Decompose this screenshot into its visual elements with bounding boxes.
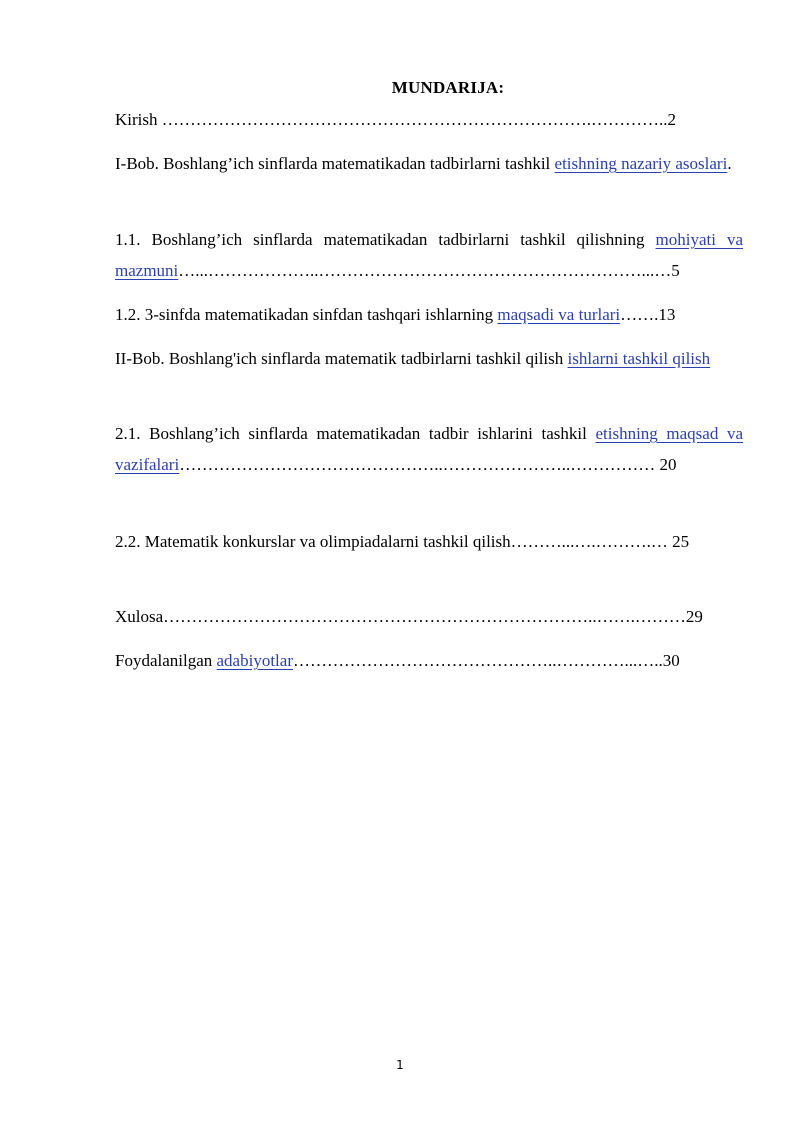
toc-entry-text: II-Bob. Boshlang'ich sinflarda matematik tadbirlarni tashkil qilish (115, 349, 568, 368)
toc-entry-link[interactable]: mohiyati va mazmuni (115, 230, 744, 280)
toc-entry-text: Kirish ………………………………………………………………….…………..2 (115, 110, 676, 129)
toc-entry-section-2-1 (115, 418, 743, 480)
toc-entry-link[interactable]: maqsadi va turlari (497, 305, 621, 324)
toc-entry-section-2-2 (115, 526, 743, 557)
toc-entry-chapter-1 (115, 148, 743, 179)
toc-entry-references (115, 645, 743, 676)
toc-entry-suffix: ………………………………………..…………………..…………… 20 (179, 455, 677, 474)
toc-entry-text: 2.1. Boshlang’ich sinflarda matematikadan tadbir ishlarini tashkil (115, 424, 596, 443)
toc-entry-section-1-2 (115, 299, 743, 330)
toc-entry-kirish (115, 104, 743, 135)
toc-entry-text: 1.2. 3-sinfda matematikadan sinfdan tashqari ishlarning (115, 305, 498, 324)
toc-entry-suffix: ………………………………………..…………...…..30 (292, 651, 680, 670)
toc-entry-link[interactable]: etishning nazariy asoslari (554, 154, 728, 173)
toc-entry-suffix: . (727, 154, 732, 173)
toc-entry-xulosa (115, 601, 743, 632)
toc-entry-chapter-2 (115, 343, 743, 374)
page-number: 1 (396, 1058, 404, 1072)
toc-entry-text: Xulosa…………………………………………………………………..…….………29 (115, 607, 703, 626)
toc-entry-text: 1.1. Boshlang’ich sinflarda matematikadan tadbirlarni tashkil qilishning (115, 230, 656, 249)
toc-entry-link[interactable]: ishlarni tashkil qilish (567, 349, 711, 368)
toc-entry-suffix: …….13 (620, 305, 676, 324)
toc-entry-link[interactable]: adabiyotlar (216, 651, 293, 670)
page-title: MUNDARIJA: (391, 78, 505, 97)
toc-entry-text: Foydalanilgan (115, 651, 217, 670)
toc-entry-section-1-1 (115, 224, 743, 286)
toc-entry-text: I-Bob. Boshlang’ich sinflarda matematikadan tadbirlarni tashkil (115, 154, 555, 173)
toc-entry-link[interactable]: etishning maqsad va vazifalari (115, 424, 744, 474)
toc-entry-suffix: …...………………..…………………………………………………...…5 (178, 261, 680, 280)
toc-entry-text: 2.2. Matematik konkurslar va olimpiadalarni tashkil qilish………...….……….… 25 (115, 532, 690, 551)
